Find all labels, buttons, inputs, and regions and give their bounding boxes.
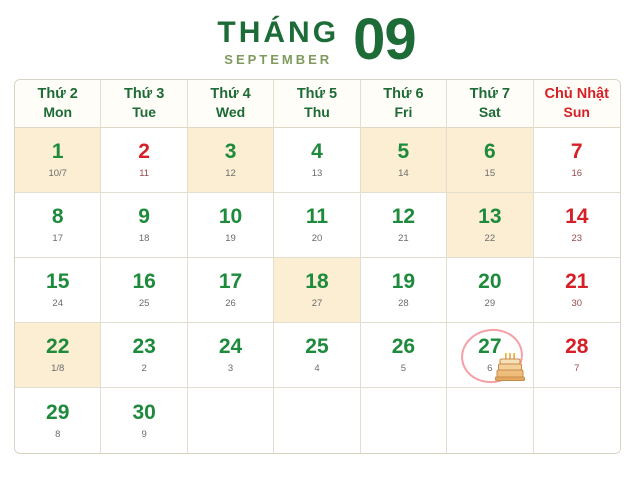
weekday-label-en: Mon [43, 104, 73, 121]
lunar-date: 19 [225, 233, 236, 245]
weekday-header-sun [534, 80, 620, 128]
lunar-date: 26 [225, 298, 236, 310]
day-cell-4[interactable] [274, 128, 360, 193]
lunar-date: 24 [52, 298, 63, 310]
day-cell-23[interactable] [101, 323, 187, 388]
day-number: 21 [565, 270, 589, 294]
lunar-date: 17 [52, 233, 63, 245]
lunar-date: 29 [484, 298, 496, 310]
day-number: 30 [132, 400, 156, 424]
calendar-week-row [15, 388, 620, 453]
day-cell-15[interactable] [15, 258, 101, 323]
month-title-vn: THÁNG [217, 16, 340, 49]
day-cell-20[interactable] [447, 258, 533, 323]
calendar-header [0, 0, 633, 78]
weekday-label-vn: Thứ 2 [37, 85, 78, 102]
day-number: 1 [51, 140, 64, 164]
day-number: 11 [305, 205, 329, 229]
weekday-label-en: Tue [132, 104, 157, 121]
day-cell-18[interactable] [274, 258, 360, 323]
weekday-label-vn: Thứ 6 [383, 85, 424, 102]
day-number: 16 [132, 270, 156, 294]
day-number: 4 [311, 140, 323, 164]
day-number: 24 [218, 335, 243, 359]
day-number: 19 [391, 270, 416, 294]
lunar-date: 16 [571, 168, 583, 180]
day-cell-28[interactable] [534, 323, 620, 388]
weekday-label-en: Sat [478, 104, 501, 121]
month-title-en: SEPTEMBER [224, 52, 333, 67]
weekday-label-en: Sun [563, 104, 590, 121]
weekday-header-wed [188, 80, 274, 128]
lunar-date: 28 [398, 298, 409, 310]
day-cell-empty [447, 388, 533, 453]
day-cell-1[interactable] [15, 128, 101, 193]
lunar-date: 20 [311, 233, 323, 245]
day-cell-26[interactable] [361, 323, 447, 388]
month-title-group [217, 18, 339, 66]
day-cell-10[interactable] [188, 193, 274, 258]
lunar-date: 12 [225, 168, 236, 180]
lunar-date: 3 [227, 363, 234, 375]
weekday-header-tue [101, 80, 187, 128]
day-number: 13 [478, 205, 502, 229]
lunar-date: 30 [571, 298, 583, 310]
weekday-label-vn: Thứ 7 [469, 85, 510, 102]
day-number: 2 [138, 140, 150, 164]
weekday-header-fri [361, 80, 447, 128]
day-cell-30[interactable] [101, 388, 187, 453]
day-cell-11[interactable] [274, 193, 360, 258]
day-number: 9 [138, 205, 150, 229]
lunar-date: 6 [487, 363, 493, 375]
lunar-date: 4 [314, 363, 320, 375]
calendar-grid [14, 79, 621, 454]
lunar-date: 7 [574, 363, 580, 375]
day-cell-empty [361, 388, 447, 453]
lunar-date: 18 [138, 233, 150, 245]
lunar-date: 14 [398, 168, 409, 180]
day-number: 28 [565, 335, 589, 359]
day-number: 7 [570, 140, 583, 164]
lunar-date: 25 [138, 298, 150, 310]
day-number: 20 [478, 270, 502, 294]
lunar-date: 5 [400, 363, 407, 375]
lunar-date: 21 [398, 233, 409, 245]
lunar-date: 10/7 [48, 168, 67, 180]
day-cell-27[interactable] [447, 323, 533, 388]
day-number: 26 [391, 335, 416, 359]
day-cell-16[interactable] [101, 258, 187, 323]
day-cell-empty [274, 388, 360, 453]
calendar-week-row [15, 258, 620, 323]
weekday-label-vn: Thứ 5 [296, 85, 338, 102]
day-number: 17 [218, 270, 243, 294]
weekday-label-vn: Thứ 4 [210, 85, 251, 102]
day-number: 3 [224, 140, 237, 164]
day-cell-19[interactable] [361, 258, 447, 323]
lunar-date: 13 [311, 168, 323, 180]
weekday-header-thu [274, 80, 360, 128]
calendar-week-row [15, 128, 620, 193]
month-number: 09 [353, 7, 416, 72]
day-cell-22[interactable] [15, 323, 101, 388]
day-number: 8 [51, 205, 64, 229]
weekday-label-en: Fri [394, 104, 413, 121]
weekday-label-vn: Thứ 3 [123, 85, 165, 102]
day-number: 12 [391, 205, 416, 229]
weekday-label-en: Wed [215, 104, 246, 121]
day-cell-empty [534, 388, 620, 453]
day-number: 23 [132, 335, 156, 359]
weekday-label-vn: Chủ Nhật [544, 85, 609, 102]
weekday-header-mon [15, 80, 101, 128]
lunar-date: 23 [571, 233, 583, 245]
birthday-cake-icon [493, 353, 527, 383]
lunar-date: 11 [139, 168, 150, 180]
day-cell-9[interactable] [101, 193, 187, 258]
day-cell-17[interactable] [188, 258, 274, 323]
lunar-date: 1/8 [51, 363, 65, 375]
day-number: 15 [46, 270, 70, 294]
day-number: 14 [565, 205, 589, 229]
day-cell-6[interactable] [447, 128, 533, 193]
day-cell-2[interactable] [101, 128, 187, 193]
day-cell-5[interactable] [361, 128, 447, 193]
day-cell-12[interactable] [361, 193, 447, 258]
day-cell-24[interactable] [188, 323, 274, 388]
day-number: 22 [46, 335, 70, 359]
day-cell-7[interactable] [534, 128, 620, 193]
lunar-date: 2 [141, 363, 147, 375]
weekday-header-row [15, 80, 620, 128]
day-cell-25[interactable] [274, 323, 360, 388]
day-number: 27 [478, 335, 502, 359]
day-number: 18 [305, 270, 329, 294]
day-number: 25 [305, 335, 329, 359]
day-cell-empty [188, 388, 274, 453]
day-number: 10 [218, 205, 243, 229]
day-number: 29 [46, 400, 70, 424]
lunar-date: 8 [55, 428, 61, 440]
day-cell-21[interactable] [534, 258, 620, 323]
calendar-week-row [15, 193, 620, 258]
weekday-header-sat [447, 80, 533, 128]
day-number: 6 [483, 140, 496, 164]
day-number: 5 [397, 140, 410, 164]
weekday-label-en: Thu [304, 104, 330, 121]
day-cell-14[interactable] [534, 193, 620, 258]
day-cell-29[interactable] [15, 388, 101, 453]
day-cell-8[interactable] [15, 193, 101, 258]
day-cell-13[interactable] [447, 193, 533, 258]
lunar-date: 27 [311, 298, 323, 310]
day-cell-3[interactable] [188, 128, 274, 193]
lunar-date: 22 [484, 233, 496, 245]
lunar-date: 15 [484, 168, 496, 180]
calendar-week-row [15, 323, 620, 388]
lunar-date: 9 [141, 428, 147, 440]
